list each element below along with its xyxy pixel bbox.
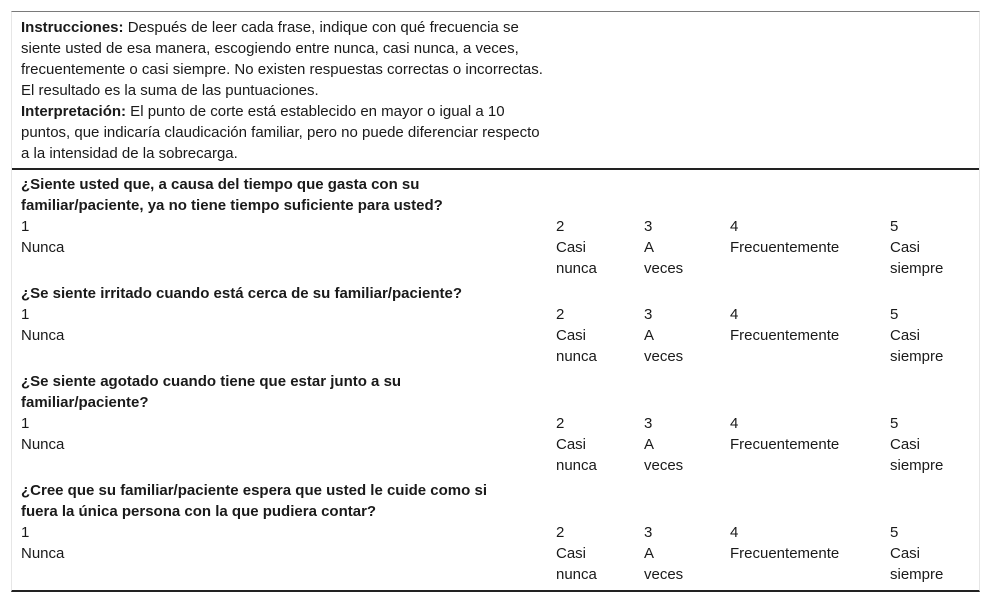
instructions-text xyxy=(21,17,546,164)
option-nunca: 1 Nunca xyxy=(21,218,65,256)
option-casi-nunca: 2 Casi nunca xyxy=(556,218,597,277)
option-nunca: 1 Nunca xyxy=(21,524,65,562)
question-item-4 xyxy=(12,478,979,587)
instructions-body: Después de leer cada frase, indique con qué frecuencia se siente usted de esa manera, escogiendo entre nunca, casi nunca, a veces, frecuentemente o casi siempre. No existen respuestas correctas o incorrectas. El resultado es la suma de las puntuaciones. xyxy=(21,19,543,99)
interpretation-label: Interpretación: xyxy=(21,103,127,120)
question-text: ¿Siente usted que, a causa del tiempo que gasta con su familiar/paciente, ya no tiene tiempo suficiente para usted? xyxy=(21,176,443,214)
question-item-1 xyxy=(12,172,979,281)
instructions-section xyxy=(12,12,979,170)
option-casi-nunca: 2 Casi nunca xyxy=(556,524,597,583)
option-casi-siempre: 5 Casi siempre xyxy=(890,415,944,474)
option-frecuentemente: 4 Frecuentemente xyxy=(730,218,840,256)
option-frecuentemente: 4 Frecuentemente xyxy=(730,306,840,344)
option-casi-nunca: 2 Casi nunca xyxy=(556,415,597,474)
interpretation-body: El punto de corte está establecido en mayor o igual a 10 puntos, que indicaría claudicación familiar, pero no puede diferenciar respecto a la intensidad de la sobrecarga. xyxy=(21,103,540,162)
option-a-veces: 3 A veces xyxy=(644,524,684,583)
option-nunca: 1 Nunca xyxy=(21,306,65,344)
option-nunca: 1 Nunca xyxy=(21,415,65,453)
option-frecuentemente: 4 Frecuentemente xyxy=(730,415,840,453)
instructions-paragraph xyxy=(21,17,546,101)
question-text: ¿Se siente irritado cuando está cerca de su familiar/paciente? xyxy=(21,285,462,302)
option-frecuentemente: 4 Frecuentemente xyxy=(730,524,840,562)
instructions-label: Instrucciones: xyxy=(21,19,124,36)
caregiver-burden-table xyxy=(11,11,980,592)
option-casi-siempre: 5 Casi siempre xyxy=(890,524,944,583)
option-casi-nunca: 2 Casi nunca xyxy=(556,306,597,365)
option-casi-siempre: 5 Casi siempre xyxy=(890,218,944,277)
question-text: ¿Se siente agotado cuando tiene que estar junto a su familiar/paciente? xyxy=(21,373,402,411)
option-a-veces: 3 A veces xyxy=(644,415,684,474)
question-text: ¿Cree que su familiar/paciente espera que usted le cuide como si fuera la única persona con la que pudiera contar? xyxy=(21,482,487,520)
interpretation-paragraph xyxy=(21,101,546,164)
option-a-veces: 3 A veces xyxy=(644,306,684,365)
option-a-veces: 3 A veces xyxy=(644,218,684,277)
option-casi-siempre: 5 Casi siempre xyxy=(890,306,944,365)
question-item-3 xyxy=(12,369,979,478)
